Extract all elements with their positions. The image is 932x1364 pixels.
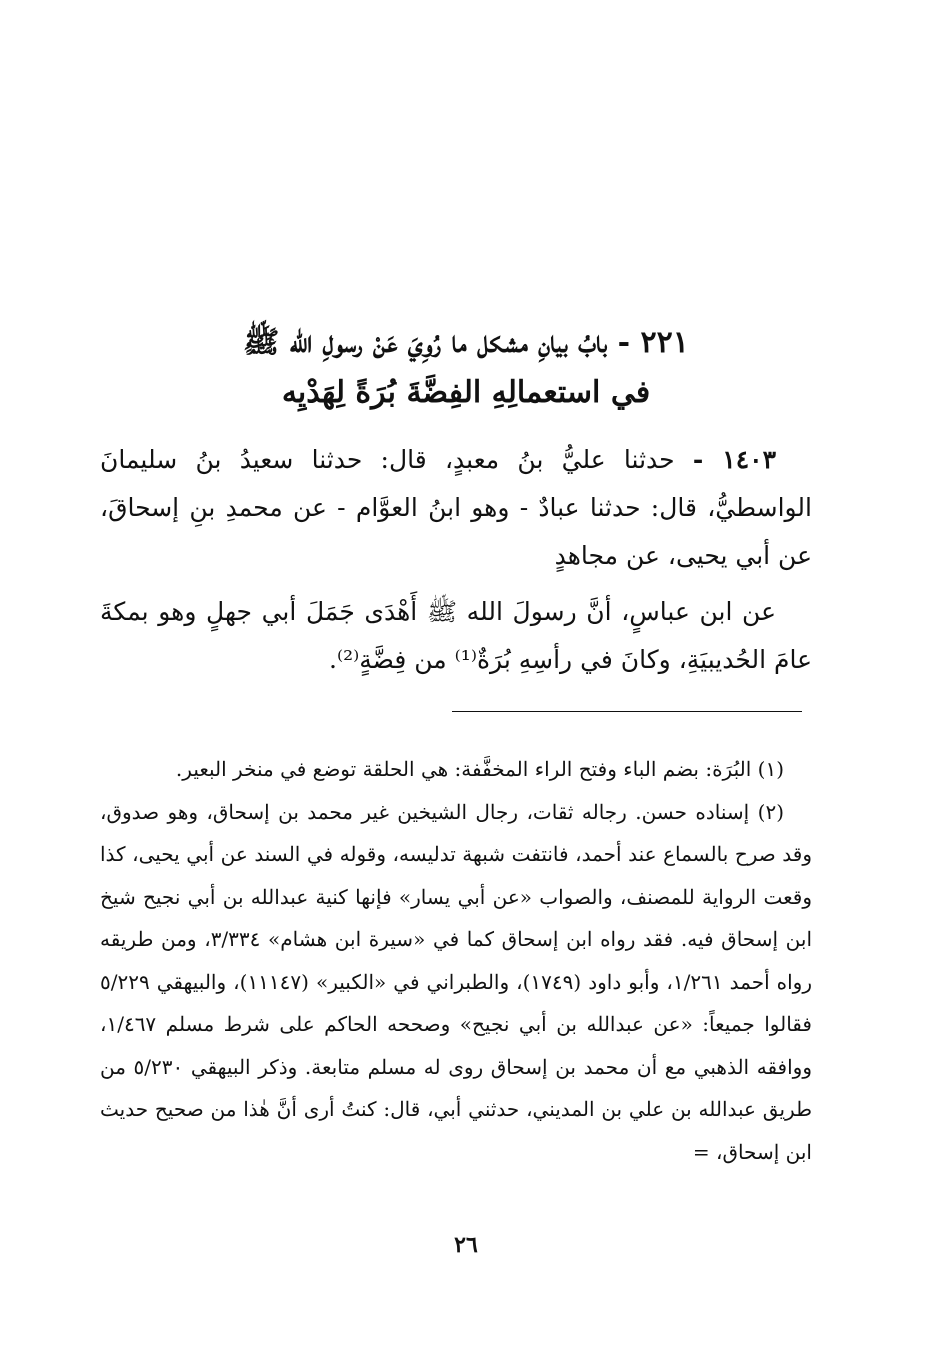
footnote-2: (٢) إسناده حسن. رجاله ثقات، رجال الشيخين غير محمد بن إسحاق، وهو صدوق، وقد صرح بالسماع عند أحمد، فانتفت شبهة تدليسه، وقوله في السند عن أبي يحيى، كذا وقعت الرواية للمصنف، والصواب «عن أبي يسار» فإنها كنية عبدالله بن أبي نجيح شيخ ابن إسحاق فيه. فقد رواه ابن إسحاق كما في «سيرة ابن هشام» ٣/٣٣٤، ومن طريقه رواه أحمد ١/٢٦١، وأبو داود (١٧٤٩)، والطبراني في «الكبير» (١١١٤٧)، والبيهقي ٥/٢٢٩ فقالوا جميعاً: «عن عبدالله بن أبي نجيح» وصححه الحاكم على شرط مسلم ١/٤٦٧، ووافقه الذهبي مع أن محمد بن إسحاق روى له مسلم متابعة. وذكر البيهقي ٥/٢٣٠ من طريق عبدالله بن علي بن المديني، حدثني أبي، قال: كنتُ أرى أنَّ هٰذا من صحيح حديث ابن إسحاق، = (100, 799, 813, 1164)
footnotes (100, 748, 812, 1173)
page-number: ٢٦ (454, 1232, 478, 1258)
chapter-title-line-2: في استعمالِهِ الفِضَّةَ بُرَةً لِهَدْيِه (281, 375, 651, 410)
hadith-isnad-paragraph (100, 436, 812, 580)
hadith-isnad: حدثنا عليُّ بنُ معبدٍ، قال: حدثنا سعيدُ بنُ سليمانَ الواسطيُّ، قال: حدثنا عبادٌ - وهو ابنُ العوَّام - عن محمدِ بنِ إسحاقَ، عن أبي يحيى، عن مجاهدٍ (100, 445, 812, 570)
chapter-title (120, 318, 812, 418)
chapter-title-line-1: ٢٢١ - بابُ بيانِ مشكل ما رُوِيَ عَنْ رسولِ الله ﷺ (243, 325, 689, 360)
footnote-1: (١) البُرَة: بضم الباء وفتح الراء المخفَّفة: هي الحلقة توضع في منخر البعير. (175, 757, 784, 781)
footnote-separator (452, 711, 802, 712)
hadith-number: ١٤٠٣ - (692, 445, 776, 474)
hadith-matn: عن ابن عباسٍ، أنَّ رسولَ الله ﷺ أَهْدَى جَمَلَ أبي جهلٍ وهو بمكةَ عامَ الحُديبيَةِ، وكانَ في رأسِهِ بُرَةٌ⁽¹⁾ من فِضَّةٍ⁽²⁾. (100, 597, 812, 674)
hadith-text (100, 436, 812, 684)
